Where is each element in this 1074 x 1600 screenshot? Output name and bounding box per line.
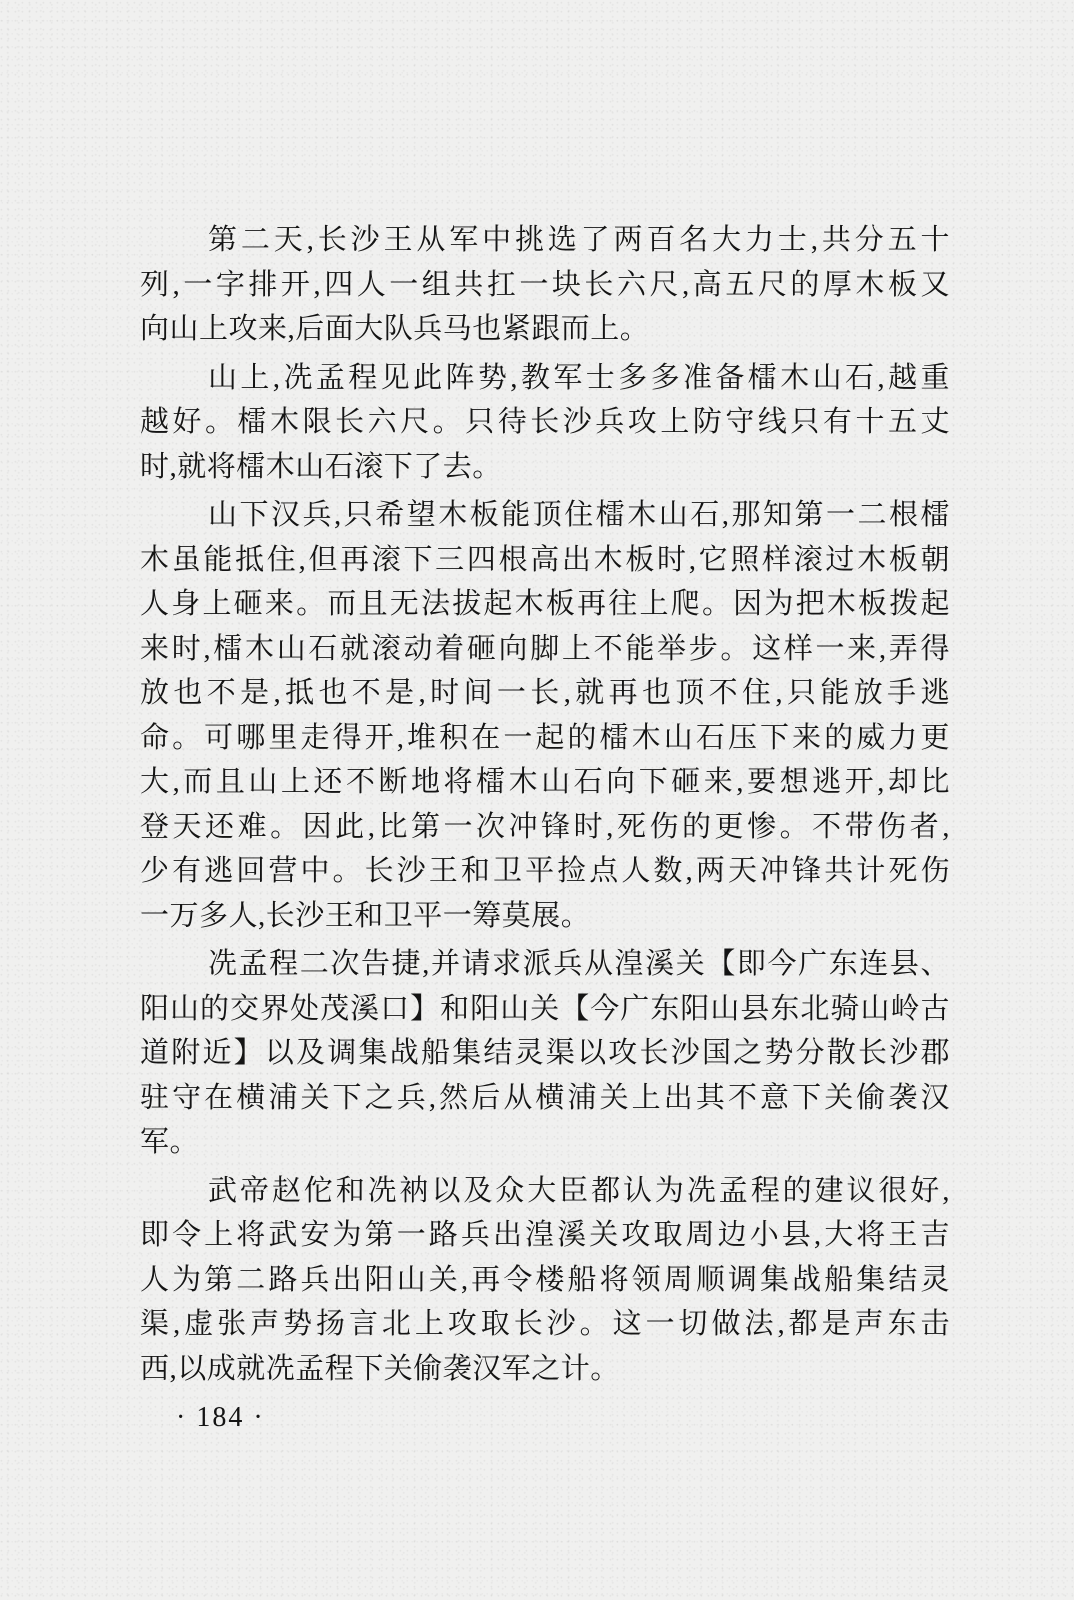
paragraph-2: [140, 356, 950, 490]
paragraph-3: [140, 493, 950, 938]
text-line: 渠,虚张声势扬言北上攻取长沙。这一切做法,都是声东击: [140, 1308, 950, 1340]
paragraph-4: [140, 942, 950, 1165]
text-line: 来时,檑木山石就滚动着砸向脚上不能举步。这样一来,弄得: [140, 632, 950, 665]
text-line: 武帝赵佗和冼衲以及众大臣都认为冼孟程的建议很好,: [208, 1174, 950, 1207]
text-line: 命。可哪里走得开,堆积在一起的檑木山石压下来的威力更: [140, 721, 950, 754]
text-line: 西,以成就冼孟程下关偷袭汉军之计。: [140, 1352, 620, 1385]
text-line: 军。: [140, 1126, 200, 1158]
text-line: 放也不是,抵也不是,时间一长,就再也顶不住,只能放手逃: [140, 677, 950, 709]
text-line: 越好。檑木限长六尺。只待长沙兵攻上防守线只有十五丈: [140, 406, 950, 438]
text-line: 列,一字排开,四人一组共扛一块长六尺,高五尺的厚木板又: [140, 268, 950, 301]
text-line: 驻守在横浦关下之兵,然后从横浦关上出其不意下关偷袭汉: [140, 1081, 950, 1114]
text-line: 第二天,长沙王从军中挑选了两百名大力士,共分五十: [208, 224, 950, 256]
text-line: 道附近】以及调集战船集结灵渠以攻长沙国之势分散长沙郡: [140, 1037, 950, 1069]
text-line: 冼孟程二次告捷,并请求派兵从湟溪关【即今广东连县、: [208, 948, 950, 980]
text-line: 木虽能抵住,但再滚下三四根高出木板时,它照样滚过木板朝: [140, 543, 950, 576]
text-line: 人身上砸来。而且无法拔起木板再往上爬。因为把木板拨起: [140, 588, 950, 620]
text-line: 大,而且山上还不断地将檑木山石向下砸来,要想逃开,却比: [140, 766, 950, 798]
body-text: [140, 218, 950, 1391]
text-line: 登天还难。因此,比第一次冲锋时,死伤的更惨。不带伤者,: [140, 810, 950, 843]
text-line: 山下汉兵,只希望木板能顶住檑木山石,那知第一二根檑: [208, 499, 950, 531]
text-line: 山上,冼孟程见此阵势,教军士多多准备檑木山石,越重: [208, 361, 950, 394]
text-line: 即令上将武安为第一路兵出湟溪关攻取周边小县,大将王吉: [140, 1219, 950, 1251]
text-line: 时,就将檑木山石滚下了去。: [140, 450, 502, 483]
text-line: 少有逃回营中。长沙王和卫平捡点人数,两天冲锋共计死伤: [140, 855, 950, 887]
paragraph-5: [140, 1169, 950, 1392]
text-line: 阳山的交界处茂溪口】和阳山关【今广东阳山县东北骑山岭古: [140, 992, 950, 1025]
text-line: 一万多人,长沙王和卫平一筹莫展。: [140, 899, 591, 932]
text-line: 向山上攻来,后面大队兵马也紧跟而上。: [140, 313, 650, 345]
page-number: · 184 ·: [176, 1402, 265, 1433]
text-line: 人为第二路兵出阳山关,再令楼船将领周顺调集战船集结灵: [140, 1263, 950, 1296]
paragraph-1: [140, 218, 950, 352]
